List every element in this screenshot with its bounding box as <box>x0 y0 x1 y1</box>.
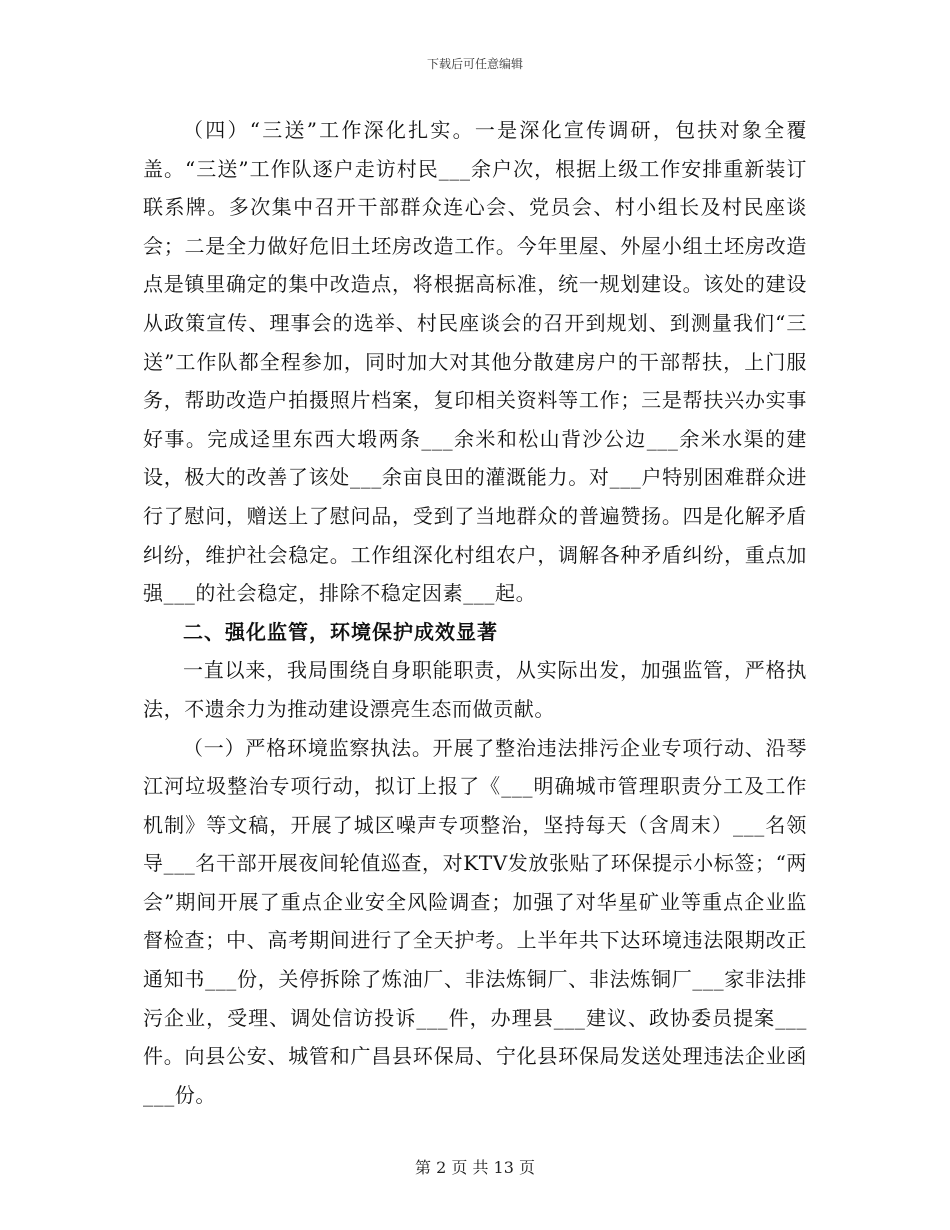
paragraph-intro: 一直以来，我局围绕自身职能职责，从实际出发，加强监管，严格执法，不遗余力为推动建设漂亮生态而做贡献。 <box>143 658 807 721</box>
document-body <box>143 111 807 1114</box>
section-heading-environment: 二、强化监管，环境保护成效显著 <box>183 619 498 644</box>
page-footer: 第 2 页 共 13 页 <box>415 1158 535 1177</box>
paragraph-enforcement: （一）严格环境监察执法。开展了整治违法排污企业专项行动、沿琴江河垃圾整治专项行动，拟订上报了《___明确城市管理职责分工及工作机制》等文稿，开展了城区噪声专项整治，坚持每天（含周末）___名领导___名干部开展夜间轮值巡查，对KTV发放张贴了环保提示小标签；“两会”期间开展了重点企业安全风险调查；加强了对华星矿业等重点企业监督检查；中、高考期间进行了全天护考。上半年共下达环境违法限期改正通知书___份，关停拆除了炼油厂、非法炼铜厂、非法炼铜厂___家非法排污企业，受理、调处信访投诉___件，办理县___建议、政协委员提案___件。向县公安、城管和广昌县环保局、宁化县环保局发送处理违法企业函___份。 <box>143 735 807 1107</box>
page-header: 下载后可任意编辑 <box>426 57 523 71</box>
paragraph-three-deliveries: （四）“三送”工作深化扎实。一是深化宣传调研，包扶对象全覆盖。“三送”工作队逐户走访村民___余户次，根据上级工作安排重新装订联系牌。多次集中召开干部群众连心会、党员会、村小组长及村民座谈会；二是全力做好危旧土坯房改造工作。今年里屋、外屋小组土坯房改造点是镇里确定的集中改造点，将根据高标准，统一规划建设。该处的建设从政策宣传、理事会的选举、村民座谈会的召开到规划、到测量我们“三送”工作队都全程参加，同时加大对其他分散建房户的干部帮扶，上门服务，帮助改造户拍摄照片档案，复印相关资料等工作；三是帮扶兴办实事好事。完成迳里东西大塅两条___余米和松山背沙公边___余米水渠的建设，极大的改善了该处___余亩良田的灌溉能力。对___户特别困难群众进行了慰问，赠送上了慰问品，受到了当地群众的普遍赞扬。四是化解矛盾纠纷，维护社会稳定。工作组深化村组农户，调解各种矛盾纠纷，重点加强___的社会稳定，排除不稳定因素___起。 <box>143 118 807 606</box>
